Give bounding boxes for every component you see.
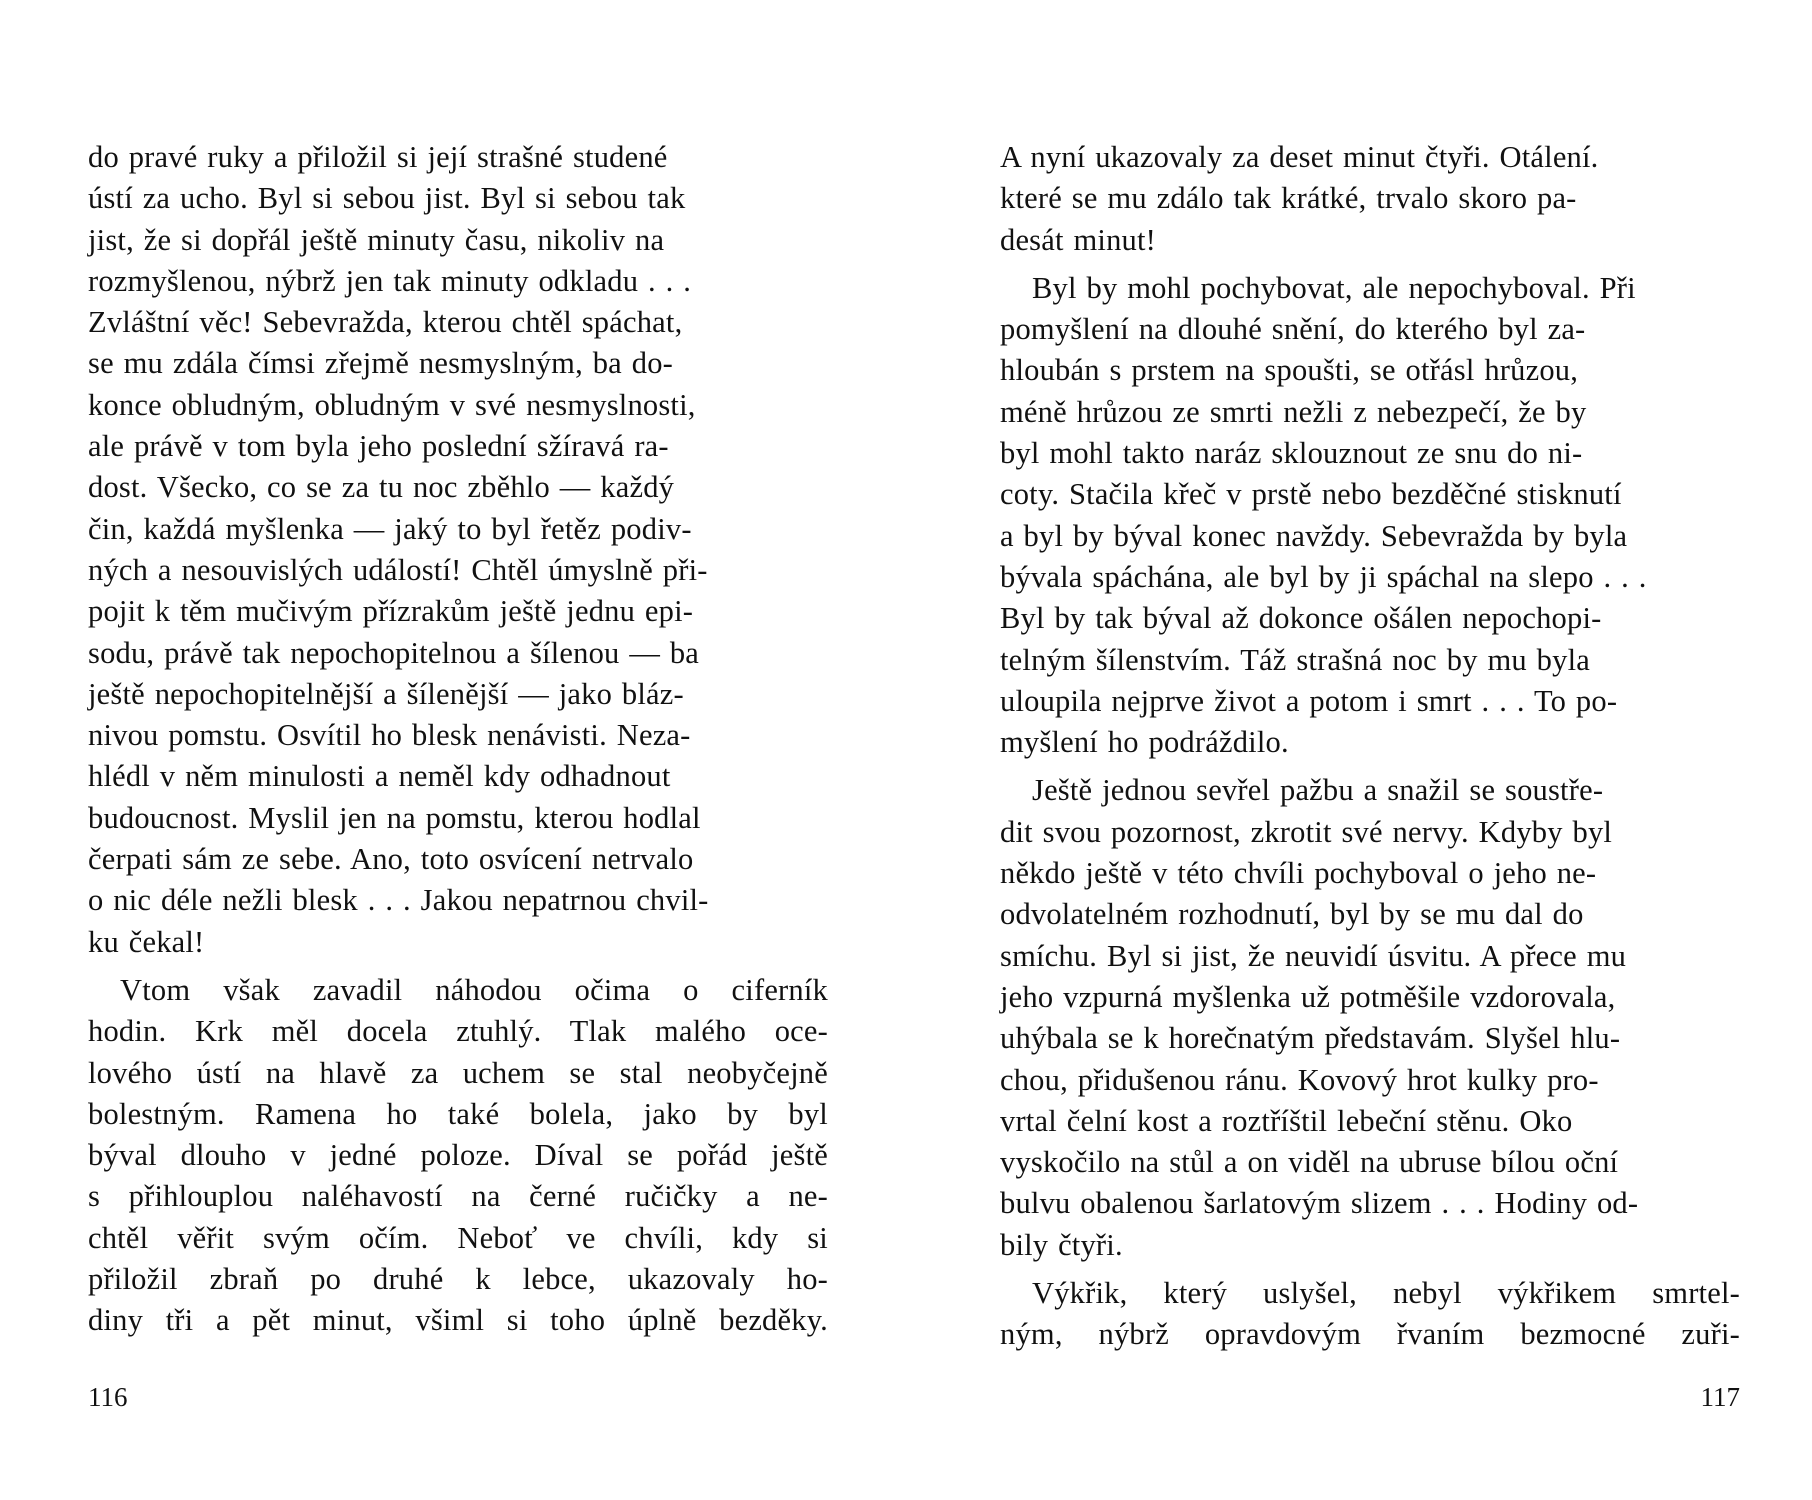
right-page-text	[1000, 137, 1740, 1356]
left-page-text	[88, 137, 828, 1342]
paragraph: Ještě jednou sevřel pažbu a snažil se soustře- dit svou pozornost, zkrotit své nervy. Kdyby byl někdo ještě v této chvíli pochyboval o jeho ne- odvolatelném rozhodnutí, byl by se mu dal do smíchu. Byl si jist, že neuvidí úsvitu. A přece mu jeho vzpurná myšlenka už potměšile vzdorovala, uhýbala se k horečnatým představám. Slyšel hlu- chou, přidušenou ránu. Kovový hrot kulky pro- vrtal čelní kost a roztříštil lebeční stěnu. Oko vyskočilo na stůl a on viděl na ubruse bílou oční bulvu obalenou šarlatovým slizem . . . Hodiny od- bily čtyři.	[1000, 773, 1639, 1262]
paragraph: A nyní ukazovaly za deset minut čtyři. Otálení. které se mu zdálo tak krátké, trvalo skoro pa- desát minut!	[1000, 140, 1599, 257]
paragraph: Výkřik, který uslyšel, nebyl výkřikem smrtel- ným, nýbrž opravdovým řvaním bezmocné zuři-	[1000, 1276, 1740, 1352]
paragraph: Vtom však zavadil náhodou očima o ciferník hodin. Krk měl docela ztuhlý. Tlak malého oce- lového ústí na hlavě za uchem se stal neobyčejně bolestným. Ramena ho také bolela, jako by byl býval dlouho v jedné poloze. Díval se pořád ještě s přihlouplou naléhavostí na černé ručičky a ne- chtěl věřit svým očím. Neboť ve chvíli, kdy si přiložil zbraň po druhé k lebce, ukazovaly ho- diny tři a pět minut, všiml si toho úplně bezděky.	[88, 972, 828, 1338]
paragraph: do pravé ruky a přiložil si její strašné studené ústí za ucho. Byl si sebou jist. Byl si sebou tak jist, že si dopřál ještě minuty času, nikoliv na rozmyšlenou, nýbrž jen tak minuty odkladu . . . Zvláštní věc! Sebevražda, kterou chtěl spáchat, se mu zdála čímsi zřejmě nesmyslným, ba do- konce obludným, obludným v své nesmyslnosti, ale právě v tom byla jeho poslední sžíravá ra- dost. Všecko, co se za tu noc zběhlo — každý čin, každá myšlenka — jaký to byl řetěz podiv- ných a nesouvislých událostí! Chtěl úmyslně při- pojit k těm mučivým přízrakům ještě jednu epi- sodu, právě tak nepochopitelnou a šílenou — ba ještě nepochopitelnější a šílenější — jako bláz- nivou pomstu. Osvítil ho blesk nenávisti. Neza- hlédl v něm minulosti a neměl kdy odhadnout budoucnost. Myslil jen na pomstu, kterou hodlal čerpati sám ze sebe. Ano, toto osvícení netrvalo o nic déle nežli blesk . . . Jakou nepatrnou chvil- ku čekal!	[88, 140, 709, 959]
right-page	[1000, 137, 1740, 1437]
paragraph: Byl by mohl pochybovat, ale nepochyboval. Při pomyšlení na dlouhé snění, do kterého byl za- hloubán s prstem na spoušti, se otřásl hrůzou, méně hrůzou ze smrti nežli z nebezpečí, že by byl mohl takto naráz sklouznout ze snu do ni- coty. Stačila křeč v prstě nebo bezděčné stisknutí a byl by býval konec navždy. Sebevražda by byla bývala spáchána, ale byl by ji spáchal na slepo . . . Byl by tak býval až dokonce ošálen nepochopi- telným šílenstvím. Táž strašná noc by mu byla uloupila nejprve život a potom i smrt . . . To po- myšlení ho podráždilo.	[1000, 270, 1647, 760]
left-page	[88, 137, 828, 1437]
page-number: 117	[1700, 1382, 1740, 1412]
page-number: 116	[88, 1382, 128, 1412]
